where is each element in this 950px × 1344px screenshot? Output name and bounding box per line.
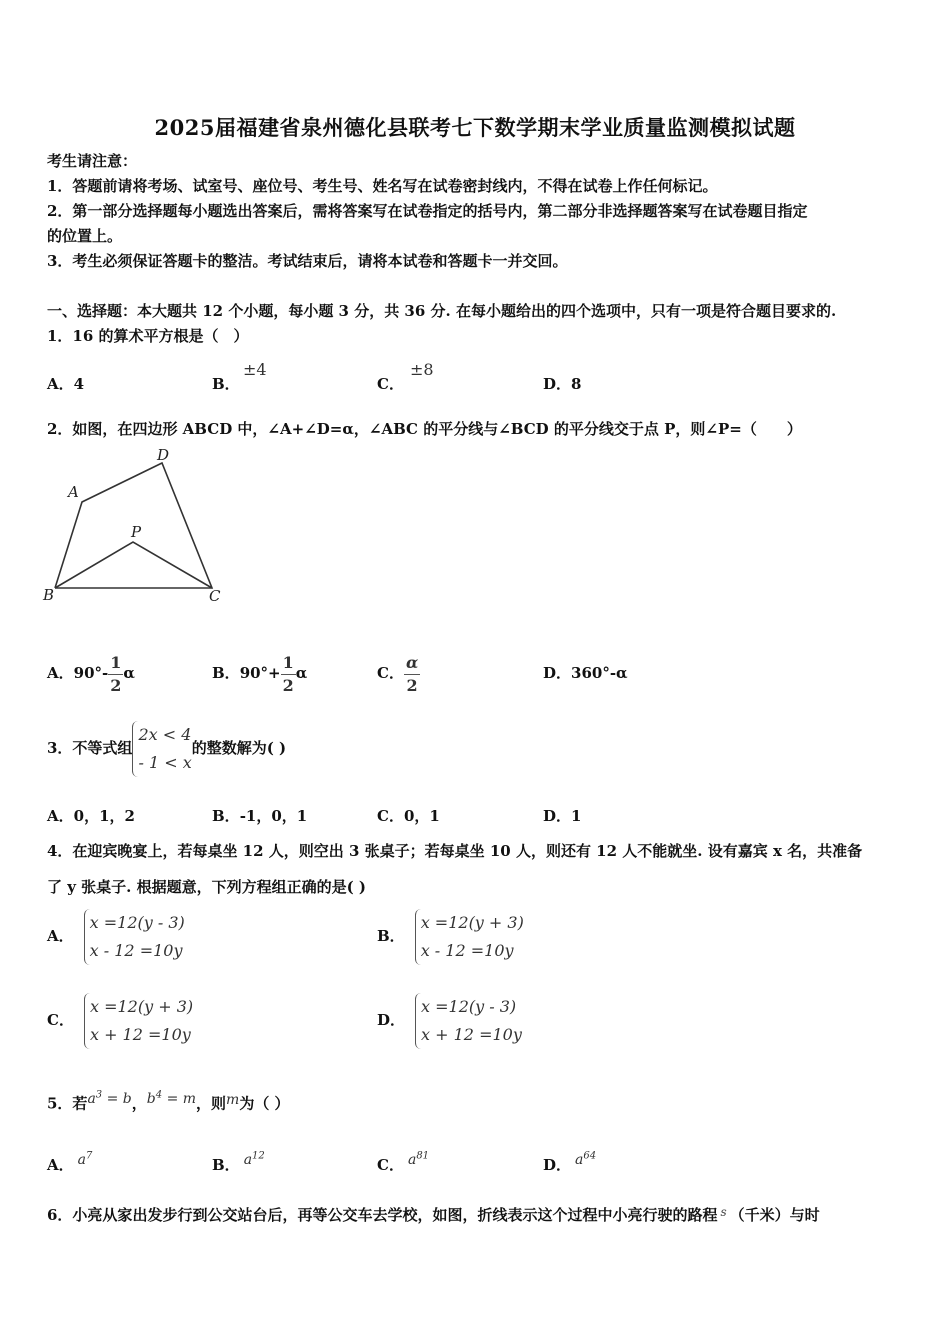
option-label: B． (212, 807, 240, 825)
q5-option-b (212, 1150, 265, 1175)
power-expression (78, 1152, 93, 1168)
exponent: 7 (86, 1150, 93, 1162)
notice-header: 考生请注意： (47, 152, 138, 170)
expression-b4-eq-m (147, 1091, 196, 1107)
option-prefix: 90°+ (239, 664, 281, 682)
base: a (77, 1152, 86, 1168)
equation-system (84, 909, 185, 965)
q3-option-c (377, 805, 440, 826)
q1-option-a (47, 373, 84, 394)
exponent: 4 (155, 1089, 163, 1100)
option-label: D． (377, 1011, 406, 1029)
exponent: 12 (252, 1150, 265, 1162)
stem-text: （千米）与时 (729, 1206, 820, 1224)
system-row: x =12(y + 3) (89, 997, 194, 1016)
rhs: = b (102, 1090, 132, 1107)
stem-text: 6．小亮从家出发步行到公交站台后，再等公交车去学校，如图，折线表示这个过程中小亮行驶的路程 (47, 1206, 718, 1224)
notice-item: 3．考生必须保证答题卡的整洁。考试结束后，请将本试卷和答题卡一并交回。 (47, 252, 568, 270)
option-value: 4 (73, 375, 85, 393)
equation-system (415, 909, 524, 965)
inequality-system (132, 721, 191, 777)
option-suffix: α (123, 664, 135, 682)
expression-a3-eq-b (87, 1091, 131, 1107)
fraction (404, 652, 420, 697)
option-label: A． (47, 927, 74, 945)
equation-system (84, 993, 193, 1049)
denominator: 2 (406, 675, 418, 695)
q4-stem-line2: 了 y 张桌子. 根据题意，下列方程组正确的是( ) (47, 878, 367, 896)
option-label: A． (47, 807, 74, 825)
option-label: A． (47, 375, 74, 393)
q2-option-a (47, 648, 135, 698)
q4-stem-line1: 4．在迎宾晚宴上，若每桌坐 12 人，则空出 3 张桌子；若每桌坐 10 人，则还有 12 人不能就坐. 设有嘉宾 x 名，共准备 (47, 842, 863, 860)
q3-stem (47, 718, 286, 778)
q4-option-c (47, 990, 193, 1050)
option-label: A． (47, 1156, 74, 1174)
q5-option-a (47, 1150, 93, 1175)
option-label: C． (377, 1156, 404, 1174)
stem-text: 为（ ） (239, 1094, 290, 1113)
option-label: D． (543, 1156, 572, 1174)
base: a (243, 1152, 253, 1168)
system-row: x + 12 =10y (421, 1025, 522, 1044)
fraction (108, 652, 123, 697)
q3-option-a (47, 805, 135, 826)
label-p: P (131, 523, 142, 541)
option-label: B． (377, 927, 405, 945)
q5-option-d (543, 1150, 597, 1175)
option-label: C． (377, 664, 404, 682)
q2-option-c (377, 648, 420, 698)
option-label: C． (377, 375, 404, 393)
variable-m: m (226, 1091, 240, 1108)
system-row: x =12(y - 3) (89, 913, 185, 932)
rhs: = m (162, 1090, 197, 1107)
label-c: C (209, 587, 221, 605)
option-value: 1 (571, 807, 582, 825)
q2-option-b (212, 648, 307, 698)
option-value: 8 (571, 375, 582, 393)
option-label: D． (543, 664, 572, 682)
option-label: D． (543, 375, 572, 393)
q4-option-d (377, 990, 522, 1050)
label-d: D (157, 446, 170, 464)
option-value: 360°-α (571, 664, 628, 682)
q4-option-b (377, 906, 524, 966)
base: a (407, 1152, 417, 1168)
power-expression (244, 1152, 265, 1168)
q1-stem: 1．16 的算术平方根是（ ） (47, 327, 249, 345)
bisector-lines (55, 542, 212, 588)
option-label: B． (212, 375, 240, 393)
separator: ， (131, 1094, 147, 1113)
denominator: 2 (110, 675, 122, 695)
notice-item: 2．第一部分选择题每小题选出答案后，需将答案写在试卷指定的括号内，第二部分非选择题答案写在试卷题目指定 (47, 202, 808, 220)
option-label: A． (47, 664, 74, 682)
option-label: B． (212, 1156, 240, 1174)
numerator: 1 (281, 652, 296, 675)
stem-text: 的整数解为( ) (191, 739, 287, 757)
notice-item: 的位置上。 (47, 227, 123, 245)
option-label: B． (212, 664, 240, 682)
page-title: 2025届福建省泉州德化县联考七下数学期末学业质量监测模拟试题 (154, 115, 796, 140)
q1-option-c-value: ±8 (410, 360, 434, 379)
option-label: C． (47, 1011, 74, 1029)
option-value: 0，1 (403, 807, 440, 825)
q6-stem (47, 1204, 820, 1227)
section-heading: 一、选择题：本大题共 12 个小题，每小题 3 分，共 36 分. 在每小题给出的四个选项中，只有一项是符合题目要求的. (47, 302, 837, 320)
q3-option-b (212, 805, 307, 826)
variable-s: s (720, 1205, 727, 1219)
denominator: 2 (282, 675, 294, 695)
base: a (87, 1090, 96, 1107)
q1-option-b-value: ±4 (243, 360, 267, 379)
q4-option-a (47, 906, 185, 966)
power-expression (408, 1152, 429, 1168)
option-value: -1，0，1 (239, 807, 308, 825)
q1-option-b (212, 373, 240, 394)
q2-option-d (543, 662, 628, 683)
system-row: 2x < 4 (138, 725, 192, 744)
equation-system (415, 993, 522, 1049)
stem-text: ，则 (196, 1094, 227, 1113)
exponent: 3 (95, 1089, 103, 1100)
system-row: x - 12 =10y (89, 941, 183, 960)
stem-text: 3．不等式组 (47, 739, 133, 757)
system-row: x - 12 =10y (420, 941, 514, 960)
q5-option-c (377, 1150, 430, 1175)
q3-option-d (543, 805, 581, 826)
system-row: - 1 < x (138, 753, 192, 772)
numerator: 1 (108, 652, 123, 675)
q5-stem (47, 1090, 290, 1116)
system-row: x + 12 =10y (89, 1025, 191, 1044)
q2-stem: 2．如图，在四边形 ABCD 中，∠A+∠D=α，∠ABC 的平分线与∠BCD 的平分线交于点 P，则∠P=（ ） (47, 420, 802, 438)
numerator: α (404, 652, 420, 675)
option-label: C． (377, 807, 404, 825)
stem-text: 5．若 (47, 1094, 88, 1113)
power-expression (575, 1152, 596, 1168)
option-value: 0，1，2 (73, 807, 135, 825)
base: a (575, 1152, 584, 1168)
exponent: 64 (583, 1150, 597, 1162)
q1-option-d (543, 373, 581, 394)
system-row: x =12(y + 3) (420, 913, 524, 932)
label-a: A (68, 483, 79, 501)
notice-item: 1．答题前请将考场、试室号、座位号、考生号、姓名写在试卷密封线内，不得在试卷上作任何标记。 (47, 177, 718, 195)
q1-option-c (377, 373, 404, 394)
q2-quadrilateral-figure (40, 445, 240, 605)
fraction (281, 652, 296, 697)
exponent: 81 (416, 1150, 430, 1162)
option-label: D． (543, 807, 572, 825)
option-suffix: α (295, 664, 308, 682)
base: b (146, 1090, 156, 1107)
option-prefix: 90°- (73, 664, 109, 682)
label-b: B (43, 586, 55, 604)
system-row: x =12(y - 3) (421, 997, 517, 1016)
